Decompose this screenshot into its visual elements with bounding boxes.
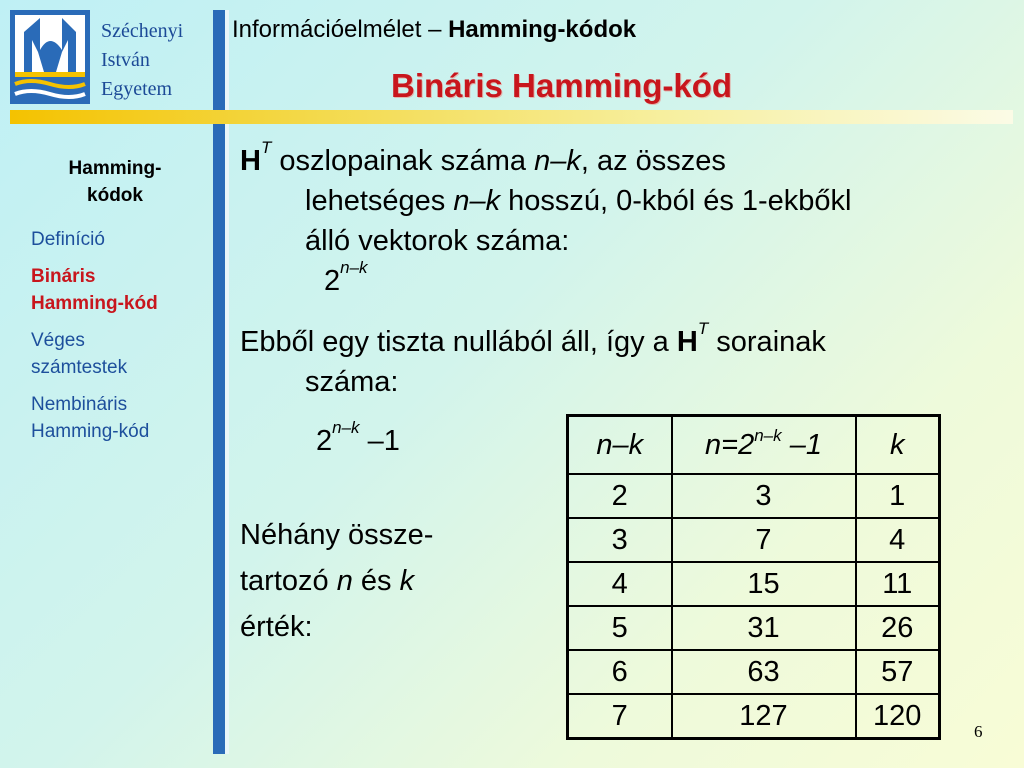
table-cell: 11: [856, 562, 940, 606]
text-line: [240, 181, 852, 221]
table-cell: 4: [856, 518, 940, 562]
sidebar-nav: [20, 155, 210, 455]
sidebar-item-nembinaris-hamming-kod[interactable]: [31, 391, 210, 445]
table-cell: 5: [568, 606, 672, 650]
table-cell: 31: [672, 606, 856, 650]
nk-values-table: [566, 414, 941, 740]
table-cell: 3: [568, 518, 672, 562]
text-run: hosszú, 0-kból és 1-ekbőkl: [500, 185, 852, 217]
sidebar-heading-line: Hamming-: [68, 158, 162, 179]
university-name-line: Egyetem: [101, 78, 173, 100]
header-tail: –1: [781, 428, 822, 461]
course-title: [232, 16, 636, 44]
var-n: n: [336, 565, 353, 597]
formula-base: 2: [316, 425, 333, 457]
header-text: k: [890, 428, 905, 461]
header-text: n–k: [596, 428, 644, 461]
text-run: és: [352, 565, 400, 597]
paragraph-examples: [240, 512, 433, 650]
sidebar-heading-line: kódok: [87, 185, 143, 206]
formula-base: 2: [324, 265, 341, 297]
sidebar-item-definicio[interactable]: [31, 226, 210, 253]
table-row: [568, 650, 940, 694]
table-cell: 4: [568, 562, 672, 606]
university-name-line: Széchenyi: [101, 20, 184, 42]
text-line: száma:: [305, 366, 399, 398]
var-k: k: [399, 565, 415, 597]
table-cell: 127: [672, 694, 856, 739]
text-line: álló vektorok száma:: [305, 225, 570, 257]
header-divider: [10, 110, 1013, 124]
text-line: [240, 319, 826, 362]
sidebar-item-label: Hamming-kód: [31, 293, 158, 314]
text-run: tartozó: [240, 565, 337, 597]
matrix-symbol: H: [676, 326, 698, 358]
sidebar-heading: [20, 155, 210, 209]
sidebar-item-label: Bináris: [31, 266, 96, 287]
header-exponent: n–k: [754, 425, 782, 445]
university-logo-icon: [10, 10, 90, 104]
university-name-line: István: [101, 49, 150, 71]
table-cell: 6: [568, 650, 672, 694]
n-minus-k: n–k: [534, 145, 581, 177]
text-run: Ebből egy tiszta nullából áll, így a: [240, 326, 677, 358]
formula-exponent: n–k: [332, 418, 360, 437]
text-line: érték:: [240, 611, 313, 643]
table-row: [568, 562, 940, 606]
header-text: n=2: [705, 428, 755, 461]
table-cell: 1: [856, 474, 940, 518]
table-cell: 7: [672, 518, 856, 562]
matrix-symbol: H: [240, 145, 261, 177]
university-name: [101, 17, 211, 104]
table-row: [568, 694, 940, 739]
page-number: 6: [974, 722, 983, 741]
table-header-row: [568, 416, 940, 475]
table-cell: 7: [568, 694, 672, 739]
table-row: [568, 474, 940, 518]
table-cell: 15: [672, 562, 856, 606]
formula-2-pow-nk: [240, 258, 852, 301]
sidebar-item-label: Hamming-kód: [31, 421, 150, 442]
formula-2-pow-nk-minus-1: [316, 418, 400, 461]
text-run: oszlopainak száma: [271, 145, 535, 177]
paragraph-columns: [240, 138, 852, 301]
sidebar-item-veges-szamtestek[interactable]: [31, 327, 210, 381]
column-header-k: [856, 416, 940, 475]
text-line: Néhány össze-: [240, 519, 434, 551]
text-run: lehetséges: [305, 185, 454, 217]
table-cell: 26: [856, 606, 940, 650]
slide-title: Bináris Hamming-kód: [391, 67, 733, 104]
transpose-superscript: T: [260, 138, 272, 157]
formula-tail: –1: [359, 425, 400, 457]
text-run: , az összes: [580, 145, 726, 177]
sidebar-item-binaris-hamming-kod[interactable]: [31, 263, 210, 317]
paragraph-rows: [240, 319, 826, 402]
text-run: sorainak: [708, 326, 826, 358]
sidebar-item-label: Véges: [31, 330, 85, 351]
table-cell: 2: [568, 474, 672, 518]
table-cell: 57: [856, 650, 940, 694]
course-topic: Hamming-kódok: [448, 16, 637, 43]
formula-exponent: n–k: [340, 258, 368, 277]
sidebar-item-label: Definíció: [31, 229, 105, 250]
table-row: [568, 518, 940, 562]
transpose-superscript: T: [697, 319, 709, 338]
column-header-nk: [568, 416, 672, 475]
column-header-n: [672, 416, 856, 475]
text-line: [240, 558, 433, 604]
table-cell: 120: [856, 694, 940, 739]
n-minus-k: n–k: [453, 185, 501, 217]
course-prefix: Információelmélet –: [232, 16, 449, 43]
sidebar-item-label: Nembináris: [31, 394, 128, 415]
table-cell: 3: [672, 474, 856, 518]
table-row: [568, 606, 940, 650]
sidebar-item-label: számtestek: [31, 357, 128, 378]
text-line: [240, 138, 852, 181]
table-cell: 63: [672, 650, 856, 694]
